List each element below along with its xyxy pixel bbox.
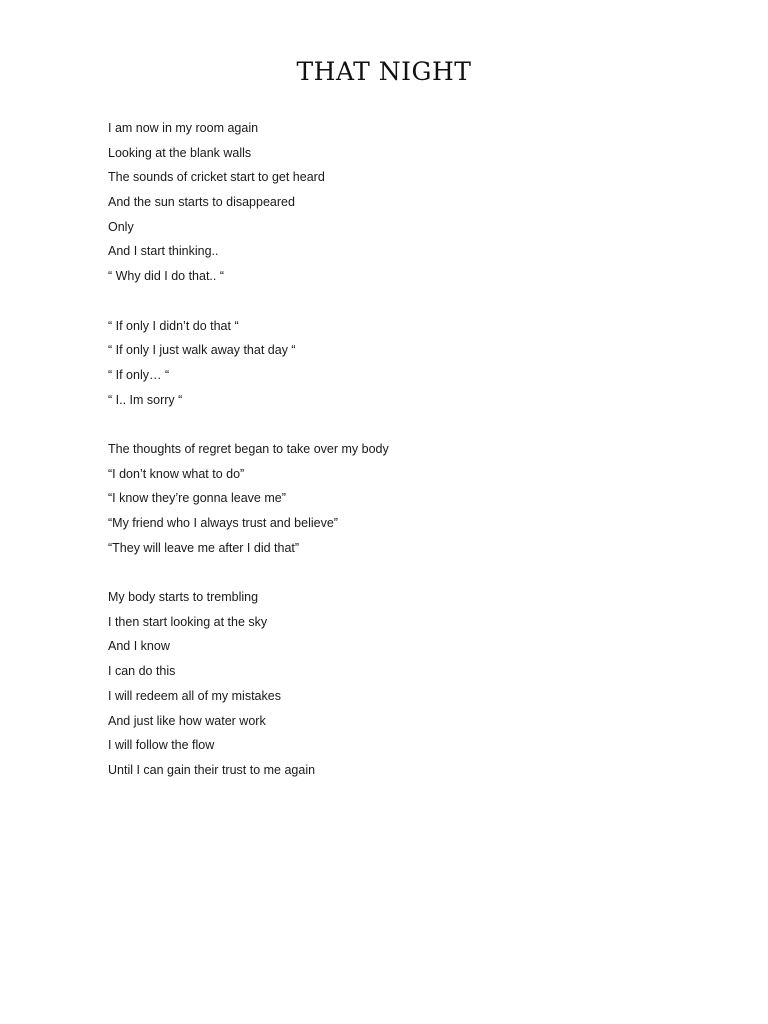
poem-line: I will follow the flow	[108, 738, 215, 753]
poem-line: Until I can gain their trust to me again	[108, 762, 316, 777]
poem-line: Only	[108, 219, 134, 234]
poem-line: “My friend who I always trust and believe”	[108, 516, 338, 530]
poem-line: I then start looking at the sky	[108, 614, 268, 629]
stanza-3	[108, 437, 708, 560]
poem-line: “ If only I just walk away that day “	[108, 343, 296, 358]
poem-line: “I don’t know what to do”	[108, 466, 245, 481]
poem-line: “ If only… “	[108, 367, 170, 382]
stanza-4	[108, 585, 708, 783]
poem-line: I am now in my room again	[108, 121, 259, 135]
poem-line: I will redeem all of my mistakes	[108, 688, 281, 703]
stanza-2	[108, 314, 708, 413]
poem-line: Looking at the blank walls	[108, 145, 252, 160]
poem-line: And just like how water work	[108, 713, 266, 728]
poem-line: And I know	[108, 639, 170, 654]
poem-line: “They will leave me after I did that”	[108, 540, 300, 555]
poem-line: “ Why did I do that.. “	[108, 269, 225, 284]
poem-line: The thoughts of regret began to take over my body	[108, 441, 389, 456]
poem-line: My body starts to trembling	[108, 590, 259, 605]
stanza-1	[108, 116, 708, 289]
poem-line: The sounds of cricket start to get heard	[108, 170, 325, 185]
poem-line: “I know they’re gonna leave me”	[108, 491, 286, 506]
page-title: THAT NIGHT	[296, 57, 472, 86]
poem-line: “ If only I didn’t do that “	[108, 318, 239, 333]
poem-line: And the sun starts to disappeared	[108, 195, 295, 210]
poem-line: And I start thinking..	[108, 244, 219, 259]
poem-body	[108, 116, 708, 807]
poem-line: “ I.. Im sorry “	[108, 392, 183, 407]
poem-line: I can do this	[108, 664, 176, 679]
